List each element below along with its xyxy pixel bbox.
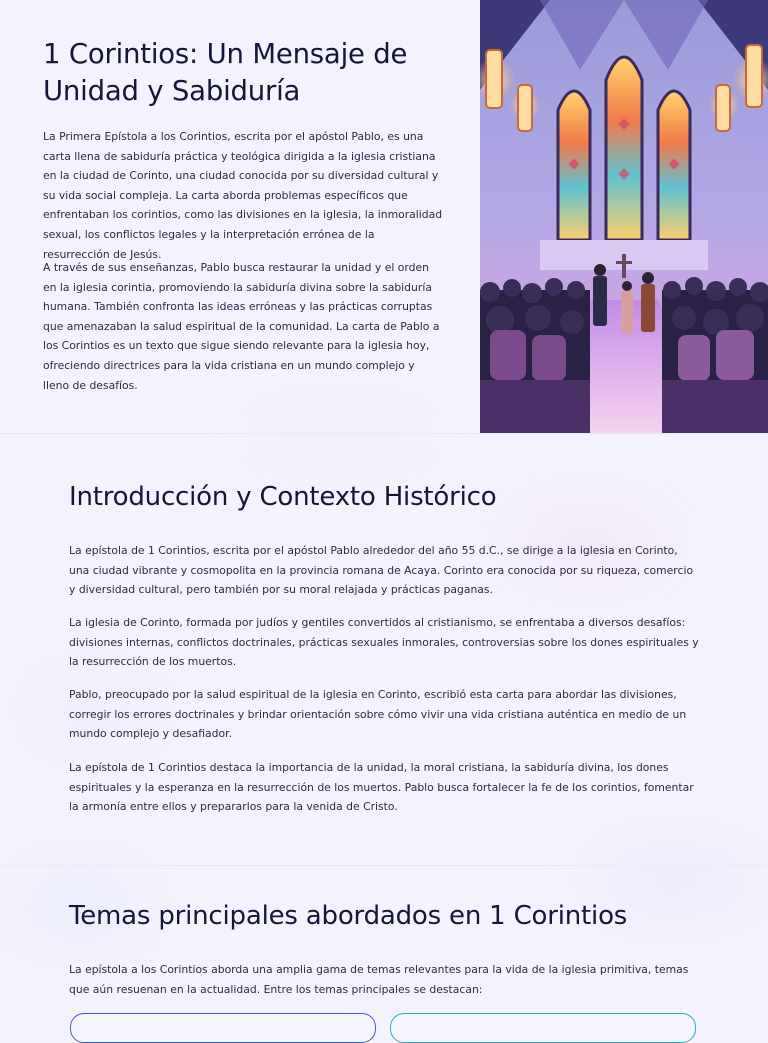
hero-section	[0, 0, 768, 433]
hero-paragraph: La Primera Epístola a los Corintios, escrita por el apóstol Pablo, es una carta llena de sabiduría práctica y teológica dirigida a la iglesia cristiana en la ciudad de Corinto, una ciudad conocida por su diversidad cultural y su vida social compleja. La carta aborda problemas específicos que enfrentaban los corintios, como las divisiones en la iglesia, la inmoralidad sexual, los conflictos legales y la interpretación errónea de la resurrección de Jesús.	[43, 130, 443, 261]
theme-card	[70, 1013, 376, 1043]
intro-paragraph: Pablo, preocupado por la salud espiritual de la iglesia en Corinto, escribió esta carta para abordar las divisiones, corregir los errores doctrinales y brindar orientación sobre cómo vivir una vida cristiana auténtica en medio de un mundo complejo y desafiador.	[69, 688, 687, 741]
intro-paragraph: La epístola de 1 Corintios destaca la importancia de la unidad, la moral cristiana, la sabiduría divina, los dones espirituales y la esperanza en la resurrección de los muertos. Pablo busca fortalecer la fe de los corintios, fomentar la armonía entre ellos y prepararlos para la venida de Cristo.	[69, 761, 694, 814]
intro-section	[0, 433, 768, 865]
section-heading: Temas principales abordados en 1 Corintios	[69, 901, 628, 931]
page-title: 1 Corintios: Un Mensaje de Unidad y Sabiduría	[43, 38, 408, 107]
section-heading: Introducción y Contexto Histórico	[69, 482, 497, 512]
themes-section	[0, 865, 768, 1024]
hero-paragraph: A través de sus enseñanzas, Pablo busca restaurar la unidad y el orden en la iglesia corintia, promoviendo la sabiduría divina sobre la sabiduría humana. También confronta las ideas erróneas y las prácticas corruptas que amenazaban la salud espiritual de la comunidad. La carta de Pablo a los Corintios es un texto que sigue siendo relevante para la iglesia hoy, ofreciendo directrices para la vida cristiana en un mundo complejo y lleno de desafíos.	[43, 261, 440, 392]
theme-card	[390, 1013, 696, 1043]
intro-paragraph: La iglesia de Corinto, formada por judíos y gentiles convertidos al cristianismo, se enfrentaba a diversos desafíos: divisiones internas, conflictos doctrinales, prácticas sexuales inmorales, controversias sobre los dones espirituales y la resurrección de los muertos.	[69, 616, 699, 669]
intro-paragraph: La epístola de 1 Corintios, escrita por el apóstol Pablo alrededor del año 55 d.C., se dirige a la iglesia en Corinto, una ciudad vibrante y cosmopolita en la provincia romana de Acaya. Corinto era conocida por su riqueza, comercio y diversidad cultural, pero también por su moral relajada y prácticas paganas.	[69, 544, 694, 597]
themes-paragraph: La epístola a los Corintios aborda una amplia gama de temas relevantes para la vida de la iglesia primitiva, temas que aún resuenan en la actualidad. Entre los temas principales se destacan:	[69, 963, 689, 996]
church-illustration	[480, 0, 768, 433]
